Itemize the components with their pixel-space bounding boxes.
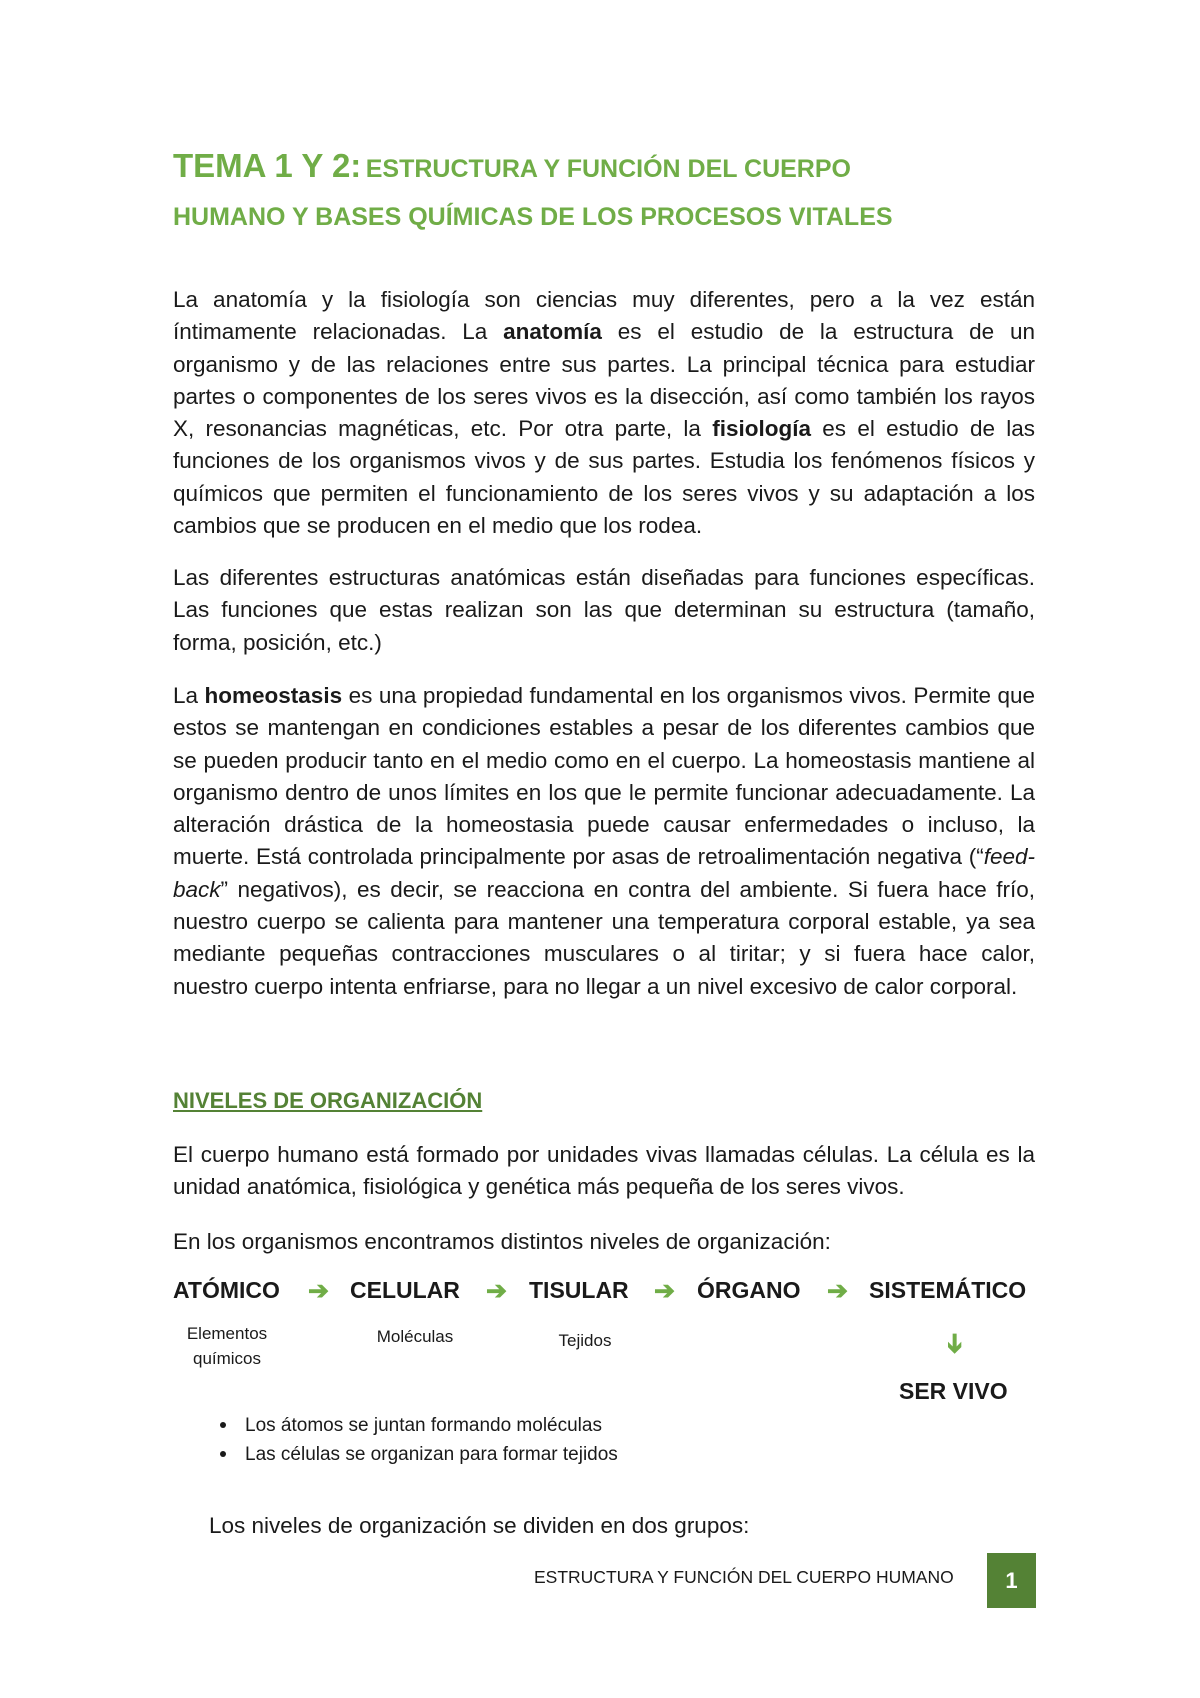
title-rest-line1: ESTRUCTURA Y FUNCIÓN DEL CUERPO [365,155,851,183]
p3-text-1: La [173,683,205,708]
p2-text: Las diferentes estructuras anatómicas están diseñadas para funciones específicas. Las funciones que estas realizan son las que determinan su estructura (tamaño, forma, posición, etc.) [173,565,1035,655]
sub-elementos-quimicos: Elementos químicos [186,1324,268,1368]
level-celular: CELULAR [350,1277,460,1303]
paragraph-cells [173,1139,1035,1204]
p3-text-2: es una propiedad fundamental en los organismos vivos. Permite que estos se mantengan en condiciones estables a pesar de los diferentes cambios que se pueden producir tanto en el medio como en el cuerpo. La homeostasis mantiene al organismo dentro de unos límites en los que le permite funcionar adecuadamente. La alteración drástica de la homeostasia puede causar enfermedades o incluso, la muerte. Está controlada principalmente por asas de retroalimentación negativa (“ [173,683,1035,870]
groups-intro-text: Los niveles de organización se dividen en dos grupos: [209,1513,750,1538]
title-line2: HUMANO Y BASES QUÍMICAS DE LOS PROCESOS VITALES [173,203,893,231]
arrow-down-icon: ➔ [940,1332,971,1355]
footer-title: ESTRUCTURA Y FUNCIÓN DEL CUERPO HUMANO [534,1567,954,1587]
title-prefix: TEMA 1 Y 2: [173,147,362,184]
level-ser-vivo: SER VIVO [899,1378,1008,1404]
paragraph-structures [173,562,1035,659]
document-title [173,144,1053,243]
p1-bold-fisiologia: fisiología [712,416,811,442]
sub-tejidos: Tejidos [558,1331,612,1350]
level-tisular: TISULAR [529,1277,629,1303]
section-heading-niveles: NIVELES DE ORGANIZACIÓN [173,1088,483,1113]
p3-italic-feedback: feed-back [173,844,1035,902]
page-number-badge: 1 [987,1553,1036,1608]
arrow-right-icon: ➔ [308,1277,329,1305]
paragraph-levels-intro [173,1226,1035,1258]
organization-levels-flow [173,1277,1035,1317]
p1-text-1: La anatomía y la fisiología son ciencias muy diferentes, pero a la vez están íntimamente relacionadas. La [173,287,1035,345]
p3-text-3: ” negativos), es decir, se reacciona en contra del ambiente. Si fuera hace frío, nuestro cuerpo se calienta para mantener una temperatura corporal estable, ya sea mediante pequeñas contracciones musculares o al tiritar; y si fuera hace calor, nuestro cuerpo intenta enfriarse, para no llegar a un nivel excesivo de calor corporal. [173,876,1035,999]
arrow-right-icon: ➔ [654,1277,675,1305]
p1-bold-anatomia: anatomía [503,319,602,345]
sub-moleculas: Moléculas [376,1327,454,1346]
arrow-right-icon: ➔ [486,1277,507,1305]
p1-text-2: es el estudio de la estructura de un organismo y de las relaciones entre sus partes. La principal técnica para estudiar partes o componentes de los seres vivos es la disección, así como también los rayos X, resonancias magnéticas, etc. Por otra parte, la [173,319,1036,442]
list-item: Las células se organizan para formar tejidos [205,1440,618,1469]
section-p2-text: En los organismos encontramos distintos niveles de organización: [173,1229,831,1254]
level-organo: ÓRGANO [697,1277,801,1303]
section-p1-text: El cuerpo humano está formado por unidades vivas llamadas células. La célula es la unidad anatómica, fisiológica y genética más pequeña de los seres vivos. [173,1142,1035,1200]
level-atomico: ATÓMICO [173,1277,280,1303]
level-sistematico: SISTEMÁTICO [869,1277,1027,1303]
paragraph-anatomy-physiology [173,284,1035,542]
p3-bold-homeostasis: homeostasis [204,683,343,708]
p1-text-3: es el estudio de las funciones de los organismos vivos y de sus partes. Estudia los fenómenos físicos y químicos que permiten el funcionamiento de los seres vivos y su adaptación a los cambios que se producen en el medio que los rodea. [173,416,1036,539]
bullet-list [205,1411,618,1469]
list-item: Los átomos se juntan formando moléculas [205,1411,618,1440]
arrow-right-icon: ➔ [827,1277,848,1305]
paragraph-homeostasis [173,680,1035,1003]
